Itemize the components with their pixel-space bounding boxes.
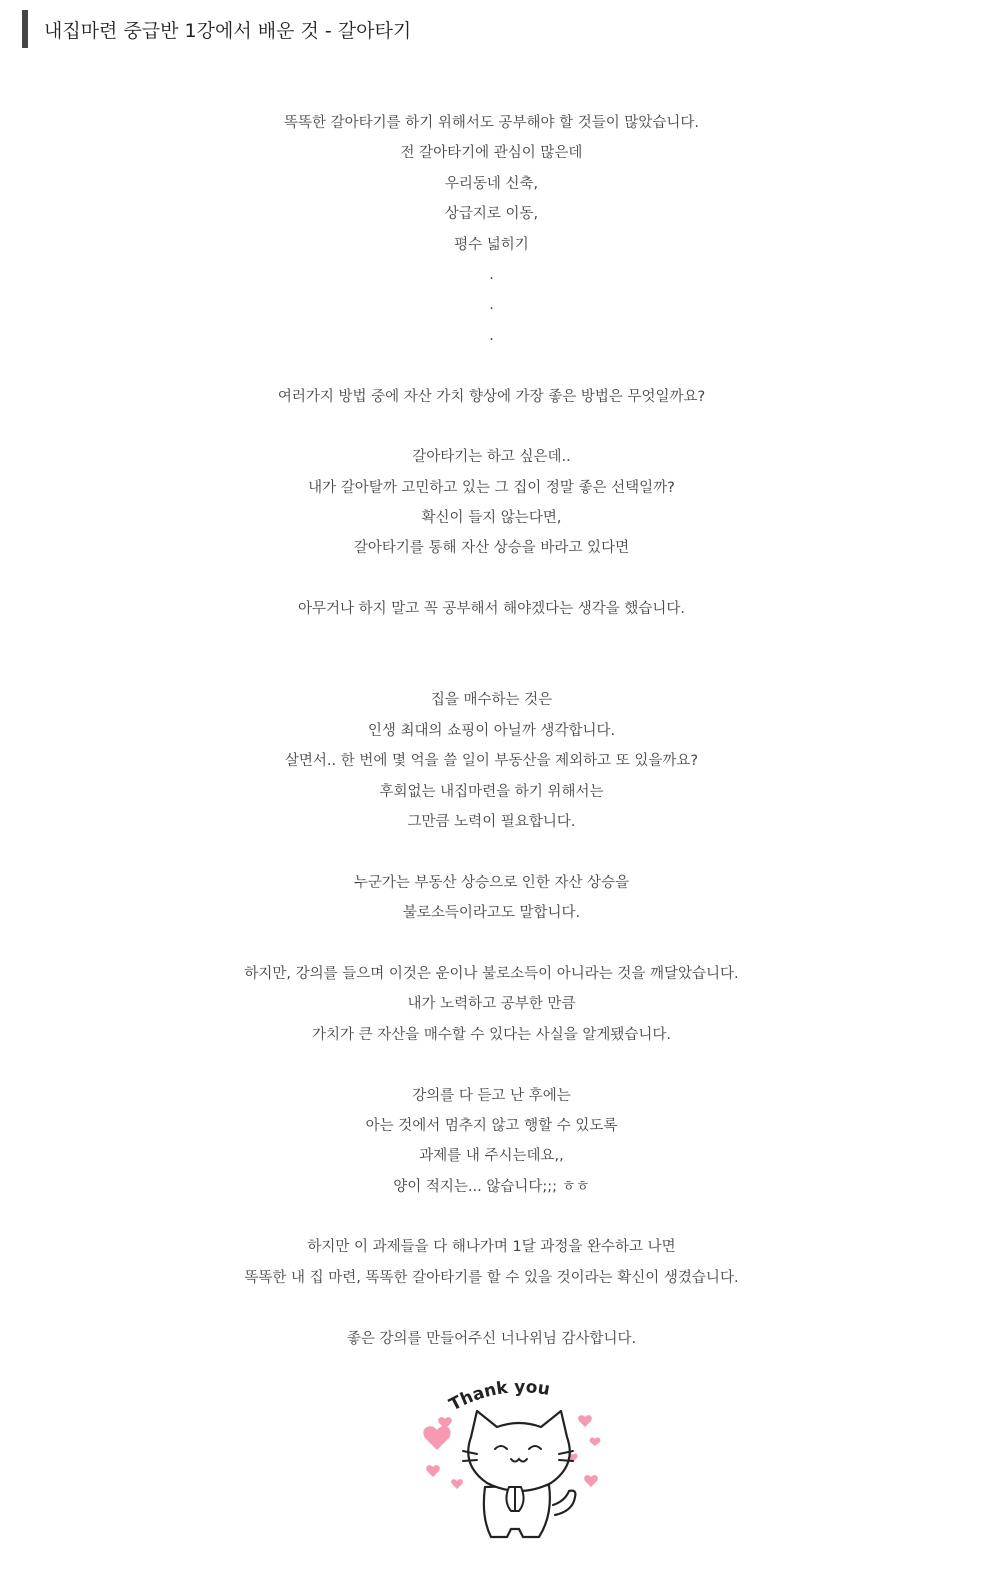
body-text-line: 불로소득이라고도 말합니다. xyxy=(402,905,581,922)
cat-thank-you-sticker xyxy=(423,1375,613,1545)
title-accent-bar xyxy=(22,10,28,48)
body-text-line: 아무거나 하지 말고 꼭 공부해서 해야겠다는 생각을 했습니다. xyxy=(297,601,686,618)
cat-head xyxy=(468,1411,570,1491)
blank-line xyxy=(0,1202,983,1232)
body-text-line: 인생 최대의 쇼핑이 아닐까 생각합니다. xyxy=(367,722,616,739)
body-text-line: 하지만 이 과제들을 다 해나가며 1달 과정을 완수하고 나면 xyxy=(307,1239,676,1256)
body-text-line: 똑똑한 갈아타기를 하기 위해서도 공부해야 할 것들이 많았습니다. xyxy=(283,115,700,131)
body-text-line: 과제를 내 주시는데요,, xyxy=(419,1148,564,1165)
body-text-line: 양이 적지는... 않습니다;;; ㅎㅎ xyxy=(393,1178,590,1195)
svg-text:Thank you xyxy=(446,1377,551,1415)
post-body xyxy=(0,108,983,1354)
body-text-line: 우리동네 신축, xyxy=(444,175,539,192)
post-title: 내집마련 중급반 1강에서 배운 것 - 갈아타기 xyxy=(44,19,412,42)
blank-line xyxy=(0,655,983,685)
body-text-line: 똑똑한 내 집 마련, 똑똑한 갈아타기를 할 수 있을 것이라는 확신이 생겼습니다. xyxy=(244,1269,739,1286)
body-text-line: 아는 것에서 멈추지 않고 행할 수 있도록 xyxy=(365,1117,618,1134)
blank-line xyxy=(0,929,983,959)
body-text-line: 여러가지 방법 중에 자산 가치 향상에 가장 좋은 방법은 무엇일까요? xyxy=(277,388,706,405)
body-text-line: 누군가는 부동산 상승으로 인한 자산 상승을 xyxy=(353,874,630,891)
body-text-line: 가치가 큰 자산을 매수할 수 있다는 사실을 알게됐습니다. xyxy=(311,1026,672,1043)
body-text-line: 그만큼 노력이 필요합니다. xyxy=(407,813,576,830)
body-text-line: 갈아타기는 하고 싶은데.. xyxy=(412,449,571,466)
body-text-line: 상급지로 이동, xyxy=(444,206,539,223)
blank-line xyxy=(0,1050,983,1080)
body-text-line: 내가 갈아탈까 고민하고 있는 그 집이 정말 좋은 선택일까? xyxy=(308,479,675,496)
cat-paws xyxy=(506,1487,523,1511)
sticker-caption: Thank you xyxy=(446,1377,552,1416)
blank-line xyxy=(0,1293,983,1323)
blank-line xyxy=(0,412,983,442)
body-text-line: 하지만, 강의를 들으며 이것은 운이나 불로소득이 아니라는 것을 깨달았습니다. xyxy=(244,965,739,982)
body-text-line: 강의를 다 듣고 난 후에는 xyxy=(412,1087,571,1104)
body-text-line: 내가 노력하고 공부한 만큼 xyxy=(407,996,576,1013)
body-text-line: 집을 매수하는 것은 xyxy=(430,692,553,709)
body-text-line: 살면서.. 한 번에 몇 억을 쓸 일이 부동산을 제외하고 또 있을까요? xyxy=(284,753,699,770)
body-text-line: 확신이 들지 않는다면, xyxy=(421,510,562,527)
body-text-line: 평수 넓히기 xyxy=(454,236,529,253)
body-text-line: 후회없는 내집마련을 하기 위해서는 xyxy=(379,783,604,800)
blank-line xyxy=(0,625,983,655)
cat-tail xyxy=(553,1491,575,1515)
body-text-line: . xyxy=(489,327,494,344)
blank-line xyxy=(0,837,983,867)
post-title-bar xyxy=(22,10,411,48)
body-text-line: . xyxy=(489,266,494,283)
blank-line xyxy=(0,564,983,594)
cat-sticker-icon xyxy=(423,1375,613,1545)
body-text-line: . xyxy=(489,297,494,314)
blank-line xyxy=(0,351,983,381)
body-text-line: 전 갈아타기에 관심이 많은데 xyxy=(400,145,583,162)
body-text-line: 좋은 강의를 만들어주신 너나위님 감사합니다. xyxy=(346,1330,637,1347)
body-text-line: 갈아타기를 통해 자산 상승을 바라고 있다면 xyxy=(353,540,630,557)
